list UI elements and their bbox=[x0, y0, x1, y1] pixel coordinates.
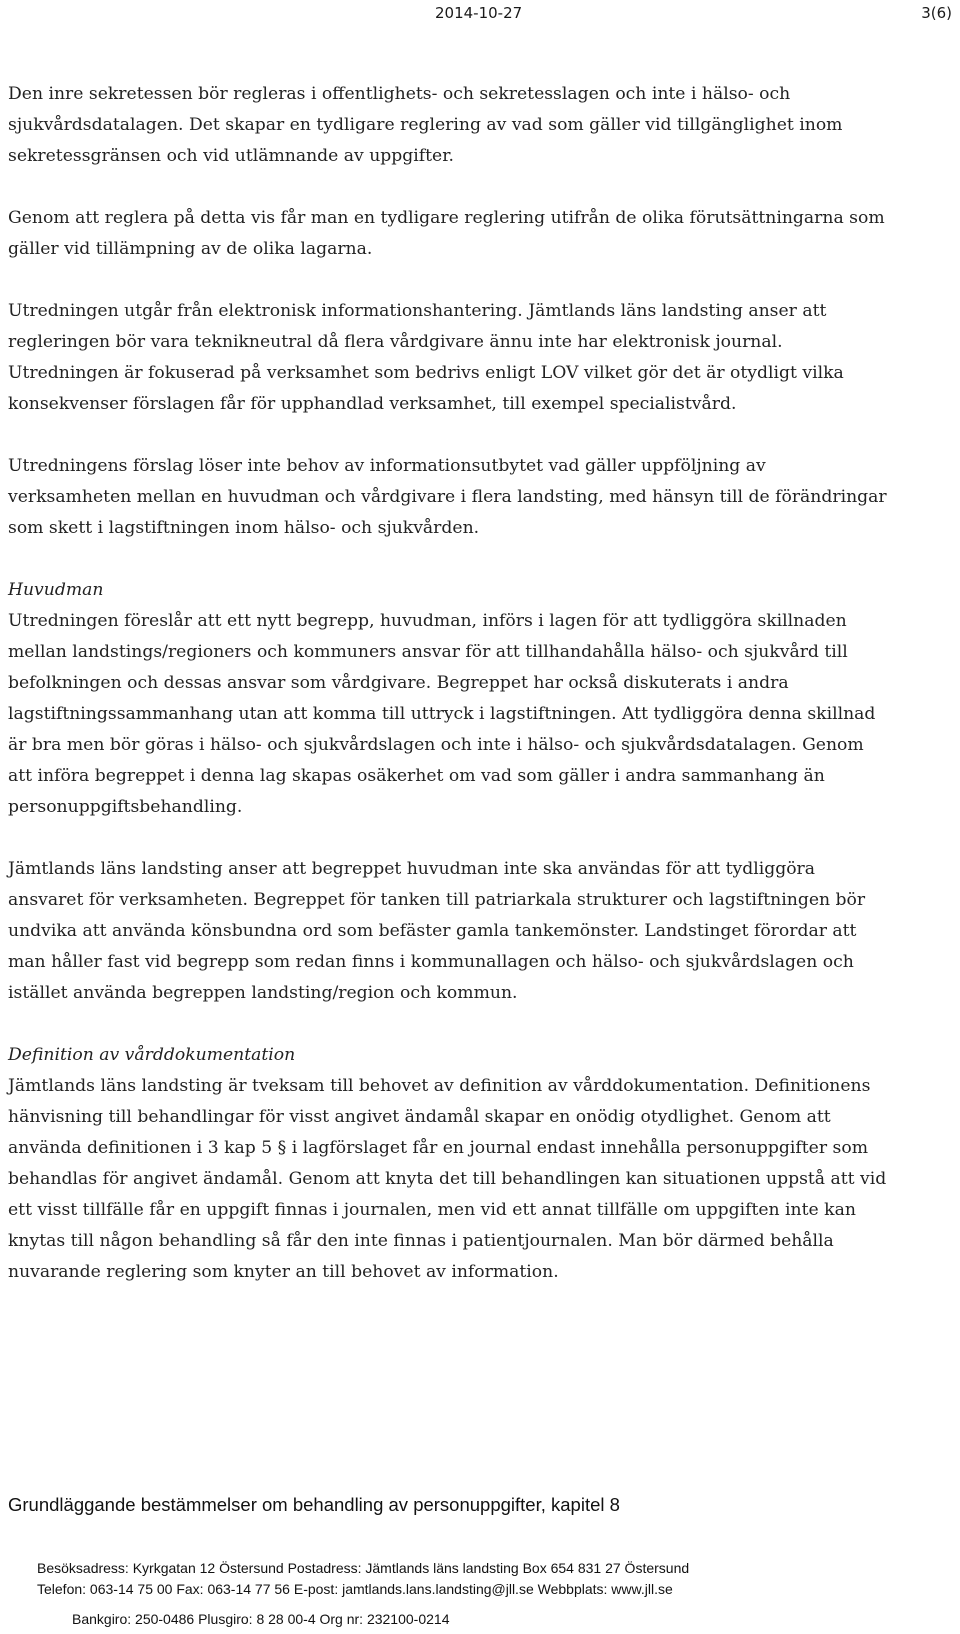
paragraph-huvudman-proposal: Utredningen föreslår att ett nytt begrepp, huvudman, införs i lagen för att tydliggöra skillnaden mellan landstings/regioners och kommuners ansvar för att tillhandahålla hälso- och sjukvård till befolkningen och dessas ansvar som vårdgivare. Begreppet har också diskuterats i andra lagstiftningssammanhang utan att komma till uttryck i lagstiftningen. Att tydliggöra denna skillnad är bra men bör göras i hälso- och sjukvårdslagen och inte i hälso- och sjukvårdsdatalagen. Genom att införa begreppet i denna lag skapas osäkerhet om vad som gäller i andra sammanhang än personuppgiftsbehandling. bbox=[8, 611, 876, 817]
paragraph-huvudman-opinion: Jämtlands läns landsting anser att begreppet huvudman inte ska användas för att tydliggöra ansvaret för verksamheten. Begreppet för tanken till patriarkala strukturer och lagstiftningen bör undvika att använda könsbundna ord som befäster gamla tankemönster. Landstinget förordar att man håller fast vid begrepp som redan finns i kommunallagen och hälso- och sjukvårdslagen och istället använda begreppen landsting/region och kommun. bbox=[8, 859, 866, 1003]
heading-definition: Definition av vårddokumentation bbox=[8, 1045, 296, 1065]
paragraph-definition: Jämtlands läns landsting är tveksam till behovet av definition av vårddokumentation. Definitionens hänvisning till behandlingar för visst angivet ändamål skapar en onödig otydlighet. Genom att använda definitionen i 3 kap 5 § i lagförslaget får en journal endast innehålla personuppgifter som behandlas för angivet ändamål. Genom att knyta det till behandlingen kan situationen uppstå att vid ett visst tillfälle får en uppgift finnas i journalen, men vid ett annat tillfälle om uppgiften inte kan knytas till någon behandling så får den inte finnas i patientjournalen. Man bör därmed behålla nuvarande reglering som knyter an till behovet av information. bbox=[8, 1076, 887, 1282]
document-date: 2014-10-27 bbox=[435, 4, 523, 22]
footer-bank-details: Bankgiro: 250-0486 Plusgiro: 8 28 00-4 Org nr: 232100-0214 bbox=[72, 1611, 450, 1627]
paragraph-regulation: Genom att reglera på detta vis får man en tydligare reglering utifrån de olika förutsättningarna som gäller vid tillämpning av de olika lagarna. bbox=[8, 208, 885, 259]
page-header bbox=[0, 0, 960, 30]
section-heading-chapter-8: Grundläggande bestämmelser om behandling av personuppgifter, kapitel 8 bbox=[8, 1494, 620, 1515]
page-footer bbox=[37, 1558, 690, 1627]
document-body bbox=[8, 79, 888, 1288]
footer-contact: Telefon: 063-14 75 00 Fax: 063-14 77 56 E-post: jamtlands.lans.landsting@jll.se Webbplats: www.jll.se bbox=[37, 1581, 673, 1597]
heading-huvudman: Huvudman bbox=[8, 580, 104, 600]
paragraph-electronic-info: Utredningen utgår från elektronisk informationshantering. Jämtlands läns landsting anser att regleringen bör vara teknikneutral då flera vårdgivare ännu inte har elektronisk journal. Utredningen är fokuserad på verksamhet som bedrivs enligt LOV vilket gör det är otydligt vilka konsekvenser förslagen får för upphandlad verksamhet, till exempel specialistvård. bbox=[8, 301, 844, 414]
footer-address: Besöksadress: Kyrkgatan 12 Östersund Postadress: Jämtlands läns landsting Box 654 831 27 Östersund bbox=[37, 1560, 690, 1576]
paragraph-info-exchange: Utredningens förslag löser inte behov av informationsutbytet vad gäller uppföljning av verksamheten mellan en huvudman och vårdgivare i flera landsting, med hänsyn till de förändringar som skett i lagstiftningen inom hälso- och sjukvården. bbox=[8, 456, 887, 538]
paragraph-inner-secrecy: Den inre sekretessen bör regleras i offentlighets- och sekretesslagen och inte i hälso- och sjukvårdsdatalagen. Det skapar en tydligare reglering av vad som gäller vid tillgänglighet inom sekretessgränsen och vid utlämnande av uppgifter. bbox=[8, 84, 843, 166]
page-number: 3(6) bbox=[921, 4, 952, 22]
